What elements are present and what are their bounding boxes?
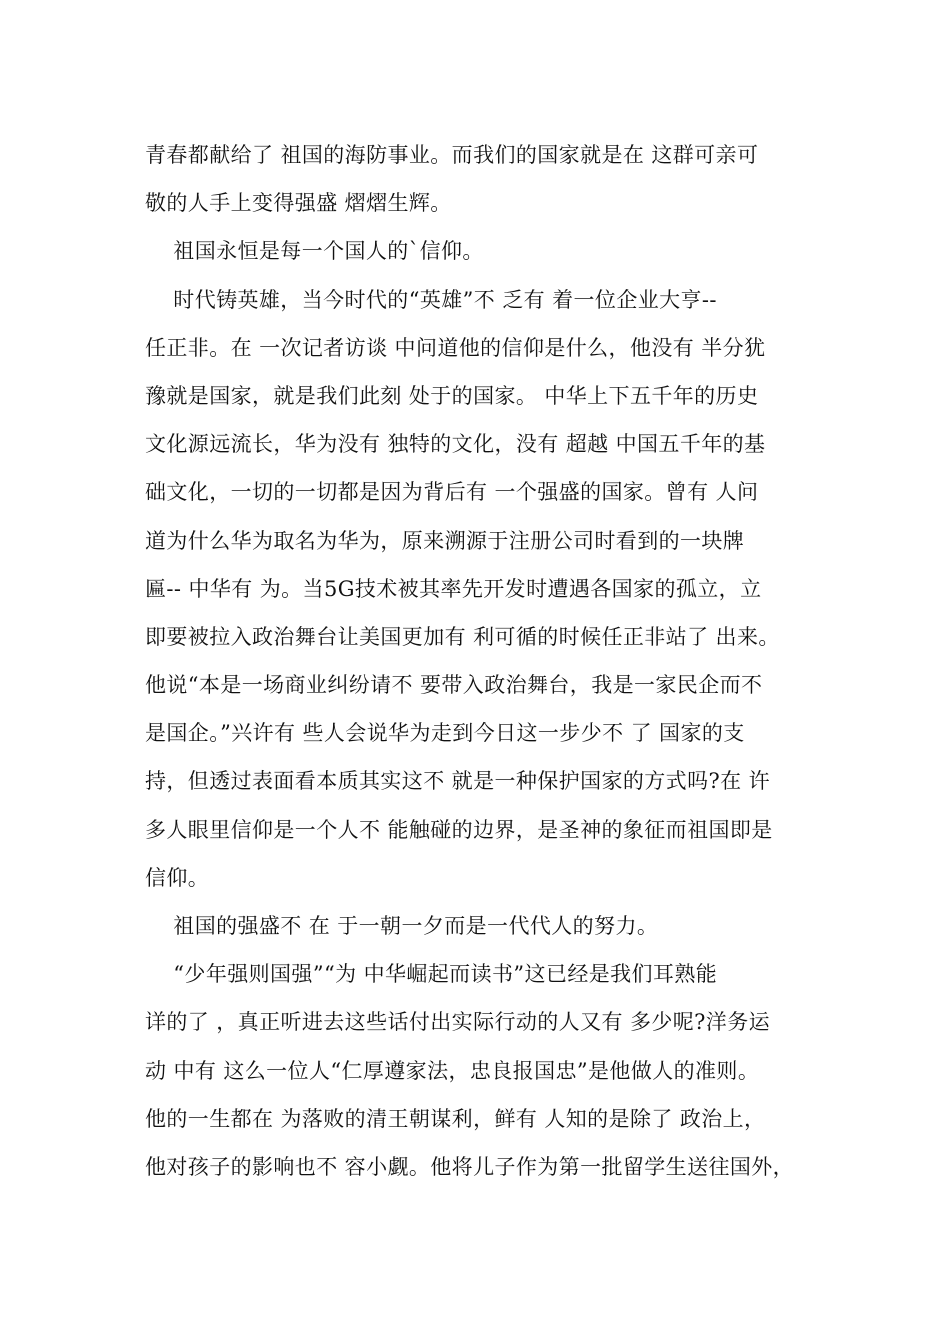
text-line: 文化源远流长，华为没有 独特的文化，没有 超越 中国五千年的基 [145, 432, 766, 457]
text-line: 祖国的强盛不 在 于一朝一夕而是一代代人的努力。 [145, 914, 659, 938]
text-line: 持，但透过表面看本质其实这不 就是一种保护国家的方式吗?在 许 [145, 769, 771, 794]
text-line: 多人眼里信仰是一个人不 能触碰的边界，是圣神的象征而祖国即是 [145, 817, 773, 842]
text-line: 道为什么华为取名为华为，原来溯源于注册公司时看到的一块牌 [145, 528, 745, 553]
text-line: 匾-- 中华有 为。当5G技术被其率先开发时遭遇各国家的孤立，立 [145, 576, 762, 601]
text-line: 动 中有 这么一位人“仁厚遵家法，忠良报国忠”是他做人的准则。 [145, 1058, 760, 1083]
text-line: 任正非。在 一次记者访谈 中问道他的信仰是什么，他没有 半分犹 [145, 335, 766, 360]
text-line: 信仰。 [145, 865, 210, 890]
text-line: 即要被拉入政治舞台让美国更加有 利可循的时候任正非站了 出来。 [145, 624, 780, 649]
text-line: 时代铸英雄，当今时代的“英雄”不 乏有 着一位企业大亨-- [145, 287, 717, 312]
text-line: 他说“本是一场商业纠纷请不 要带入政治舞台，我是一家民企而不 [145, 673, 763, 698]
text-line: 敬的人手上变得强盛 熠熠生辉。 [145, 191, 452, 216]
body-text [145, 131, 815, 1191]
text-line: 青春都献给了 祖国的海防事业。而我们的国家就是在 这群可亲可 [145, 143, 759, 167]
text-line: 是国企。”兴许有 些人会说华为走到今日这一步少不 了 国家的支 [145, 721, 745, 746]
text-line: “少年强则国强”“为 中华崛起而读书”这已经是我们耳熟能 [145, 962, 718, 987]
text-line: 础文化，一切的一切都是因为背后有 一个强盛的国家。曾有 人问 [145, 480, 759, 505]
text-line: 他对孩子的影响也不 容小觑。他将儿子作为第一批留学生送往国外， [145, 1154, 795, 1179]
text-line: 豫就是国家，就是我们此刻 处于的国家。 中华上下五千年的历史 [145, 383, 759, 408]
text-line: 他的一生都在 为落败的清王朝谋利，鲜有 人知的是除了 政治上， [145, 1106, 766, 1131]
text-line: 祖国永恒是每一个国人的`信仰。 [145, 239, 484, 264]
text-line: 详的了 ，真正听进去这些话付出实际行动的人又有 多少呢?洋务运 [145, 1010, 771, 1035]
